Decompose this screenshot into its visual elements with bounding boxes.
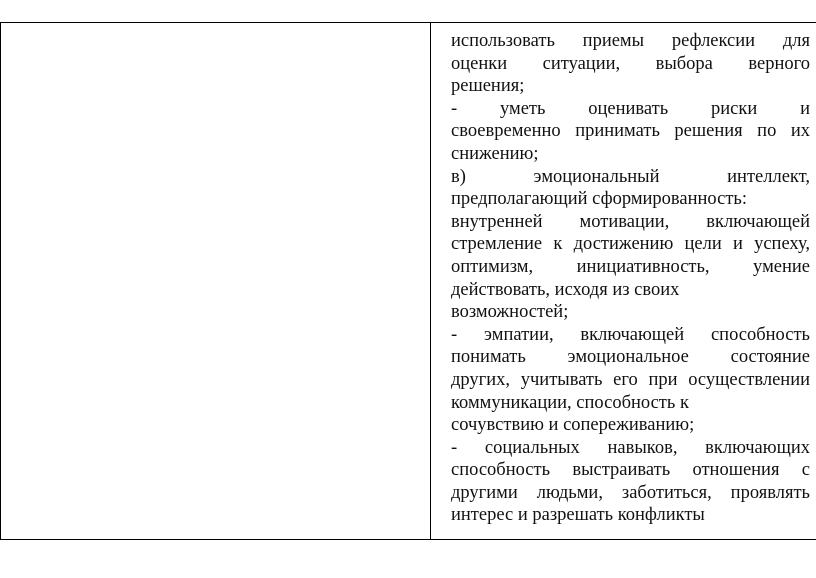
- table-row: [1, 23, 816, 540]
- text-line: понимать эмоциональное состояние: [451, 347, 810, 368]
- text-line: действовать, исходя из своих: [451, 279, 680, 300]
- text-line: сочувствию и сопереживанию;: [451, 415, 695, 436]
- text-line: возможностей;: [451, 302, 569, 323]
- cell-paragraph: [451, 30, 810, 527]
- text-line: других, учитывать его при осуществлении: [451, 369, 810, 390]
- table-cell-right: [431, 23, 816, 540]
- text-line: оценки ситуации, выбора верного: [451, 53, 810, 74]
- text-line: - уметь оценивать риски и: [451, 98, 810, 119]
- text-line: - социальных навыков, включающих: [451, 437, 810, 458]
- text-line: снижению;: [451, 143, 539, 164]
- text-line: - эмпатии, включающей способность: [451, 324, 810, 345]
- text-line: в) эмоциональный интеллект,: [451, 166, 810, 187]
- text-line: интерес и разрешать конфликты: [451, 505, 705, 526]
- table-cell-left: [1, 23, 431, 540]
- text-line: использовать приемы рефлексии для: [451, 31, 810, 51]
- text-line: способность выстраивать отношения с: [451, 460, 810, 481]
- text-line: стремление к достижению цели и успеху,: [451, 234, 810, 255]
- content-table: [0, 22, 816, 540]
- text-line: предполагающий сформированность:: [451, 189, 748, 210]
- text-line: решения;: [451, 76, 525, 97]
- text-line: другими людьми, заботиться, проявлять: [451, 482, 810, 503]
- text-line: внутренней мотивации, включающей: [451, 211, 810, 232]
- text-line: коммуникации, способность к: [451, 392, 689, 413]
- text-line: оптимизм, инициативность, умение: [451, 256, 810, 277]
- text-line: своевременно принимать решения по их: [451, 121, 810, 142]
